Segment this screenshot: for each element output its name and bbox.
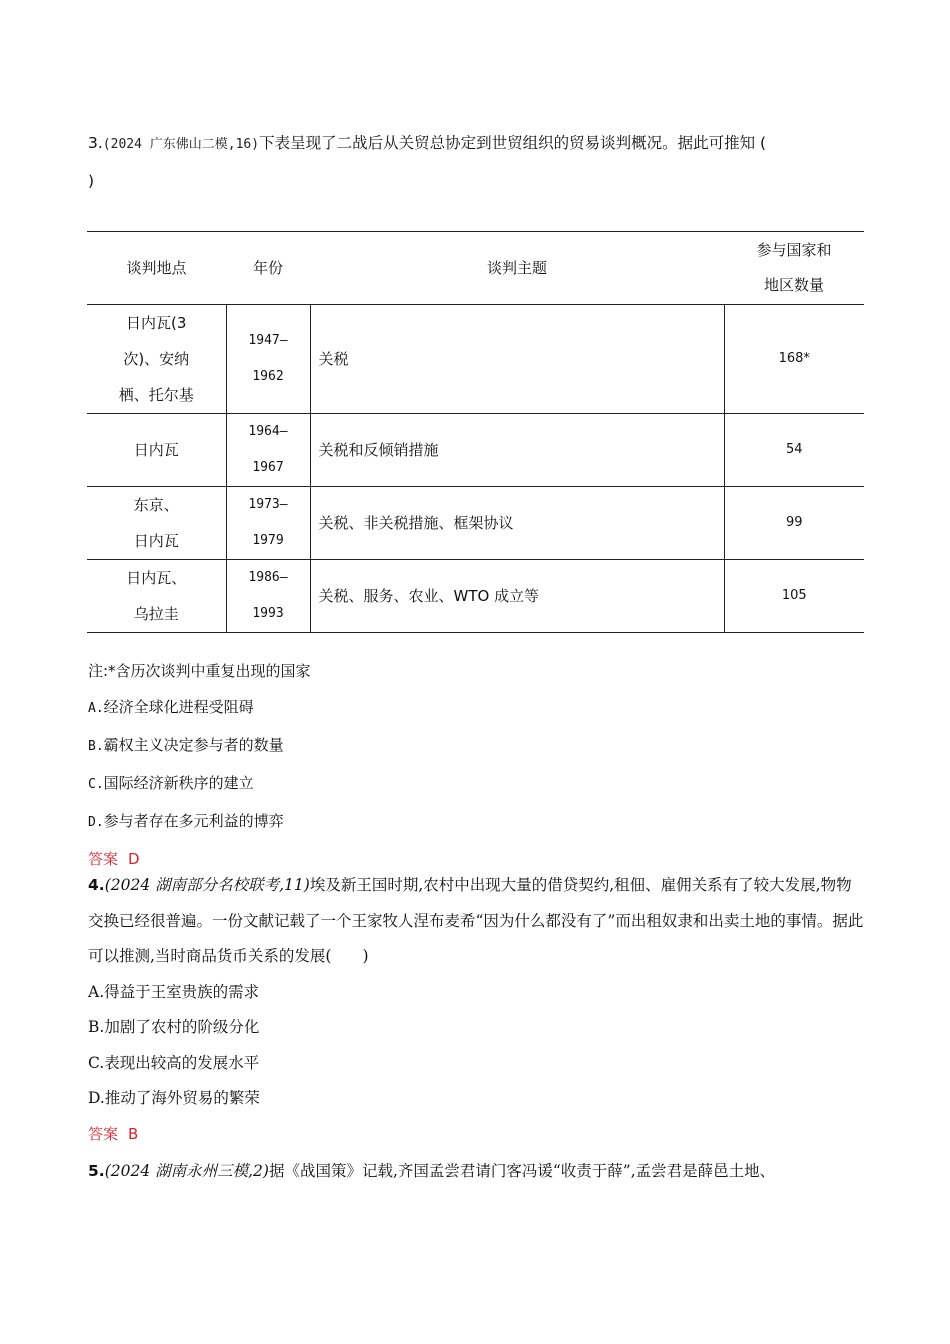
question-4: [88, 868, 866, 1152]
option-letter: B.: [88, 1018, 105, 1036]
question-source: (2024 湖南永州三模,2): [104, 1162, 269, 1180]
cell-count: 99: [724, 487, 864, 560]
question-number: 3.: [88, 134, 103, 152]
question-number: 4.: [88, 876, 105, 894]
option-letter: A.: [88, 701, 104, 716]
option-text: 推动了海外贸易的繁荣: [104, 1089, 260, 1107]
cell-line: 日内瓦、: [126, 569, 187, 587]
cell-year: [226, 414, 310, 487]
cell-line: 日内瓦(3: [126, 314, 187, 332]
answer-label: 答案: [88, 1124, 119, 1143]
cell-line: 1993: [252, 606, 284, 621]
option-c: [88, 765, 311, 803]
option-letter: D.: [88, 1089, 105, 1107]
table-note: 注:*含历次谈判中重复出现的国家: [88, 662, 311, 680]
option-text: 霸权主义决定参与者的数量: [103, 736, 284, 754]
table-header-row: [87, 232, 864, 305]
header-count-line: 参与国家和: [756, 241, 832, 259]
option-d: [88, 1081, 866, 1117]
question-text: 埃及新王国时期,农村中出现大量的借贷契约,租佃、雇佣关系有了较大发展,物物交换已经很普遍。一份文献记载了一个王家牧人涅布麦希“因为什么都没有了”而出租奴隶和出卖土地的事情。据此可以推测,当时商品货币关系的发展( ): [88, 876, 864, 965]
cell-line: 东京、: [133, 496, 179, 514]
option-b: [88, 1010, 866, 1046]
header-year: 年份: [226, 232, 310, 305]
cell-year: [226, 487, 310, 560]
answer-label: 答案: [88, 850, 119, 868]
cell-line: 1979: [252, 533, 284, 548]
question-source: (2024 湖南部分名校联考,11): [104, 876, 310, 894]
answer-bracket: ): [88, 172, 95, 190]
option-a: [88, 975, 866, 1011]
table-row: [87, 305, 864, 414]
option-letter: A.: [88, 982, 105, 1001]
cell-line: 1986—: [248, 570, 288, 585]
option-text: 得益于王室贵族的需求: [104, 982, 260, 1001]
cell-count: 168*: [724, 305, 864, 414]
header-place: 谈判地点: [87, 232, 226, 305]
option-letter: C.: [88, 777, 104, 792]
cell-count: 54: [724, 414, 864, 487]
cell-topic: 关税、服务、农业、WTO 成立等: [310, 560, 724, 633]
cell-line: 栖、托尔基: [118, 386, 194, 404]
option-letter: D.: [88, 815, 104, 830]
option-text: 经济全球化进程受阻碍: [103, 698, 254, 716]
cell-line: 次)、安纳: [123, 350, 190, 368]
question-text: 下表呈现了二战后从关贸总协定到世贸组织的贸易谈判概况。据此可推知 (: [259, 134, 767, 152]
header-count: [724, 232, 864, 305]
cell-line: 乌拉圭: [133, 605, 179, 623]
negotiation-table: [87, 231, 864, 633]
cell-place: [87, 414, 226, 487]
cell-topic: 关税和反倾销措施: [310, 414, 724, 487]
option-letter: C.: [88, 1053, 105, 1072]
table-row: [87, 560, 864, 633]
question-number: 5.: [88, 1162, 105, 1180]
question-source: (2024 广东佛山二模,16): [102, 137, 260, 152]
option-text: 表现出较高的发展水平: [104, 1053, 260, 1072]
cell-topic: 关税: [310, 305, 724, 414]
option-text: 参与者存在多元利益的博弈: [103, 812, 284, 830]
option-c: [88, 1046, 866, 1082]
cell-place: [87, 487, 226, 560]
question-3-options: [88, 653, 311, 877]
header-count-line: 地区数量: [763, 276, 824, 294]
cell-line: 1964—: [248, 424, 288, 439]
option-letter: B.: [88, 739, 104, 754]
option-text: 国际经济新秩序的建立: [103, 774, 254, 792]
table-row: [87, 487, 864, 560]
answer-value: D: [128, 850, 140, 868]
cell-line: 1967: [252, 460, 284, 475]
question-3-stem: [88, 125, 868, 199]
cell-line: 1973—: [248, 497, 288, 512]
question-4-stem: [88, 868, 866, 975]
table-row: [87, 414, 864, 487]
cell-year: [226, 560, 310, 633]
cell-line: 1962: [252, 369, 284, 384]
answer-value: B: [128, 1124, 139, 1143]
cell-place: [87, 560, 226, 633]
option-d: [88, 803, 311, 841]
cell-topic: 关税、非关税措施、框架协议: [310, 487, 724, 560]
cell-place: [87, 305, 226, 414]
answer-line: [88, 1117, 866, 1153]
option-a: [88, 689, 311, 727]
cell-line: 1947—: [248, 333, 288, 348]
question-text: 据《战国策》记载,齐国孟尝君请门客冯谖“收责于薛”,孟尝君是薛邑土地、: [268, 1162, 776, 1180]
option-text: 加剧了农村的阶级分化: [104, 1018, 260, 1036]
cell-year: [226, 305, 310, 414]
option-b: [88, 727, 311, 765]
cell-line: 日内瓦: [133, 441, 179, 459]
cell-line: 日内瓦: [133, 532, 179, 550]
header-topic: 谈判主题: [310, 232, 724, 305]
cell-count: 105: [724, 560, 864, 633]
question-5: [88, 1154, 866, 1190]
